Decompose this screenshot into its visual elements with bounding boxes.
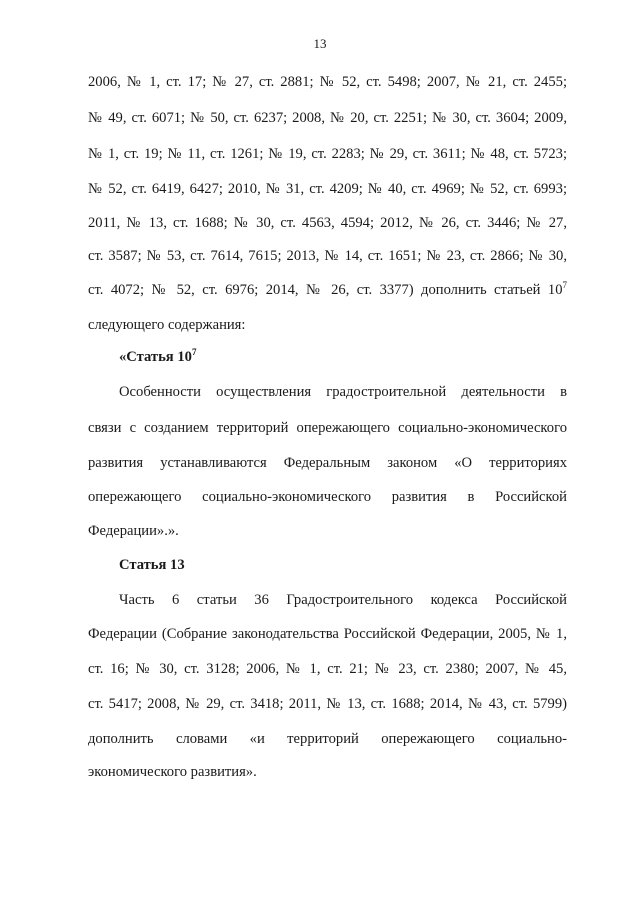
- page-number: 13: [313, 36, 327, 51]
- article-heading: [119, 347, 196, 367]
- article-heading-text: «Статья 10: [119, 349, 192, 365]
- text-line: [88, 280, 567, 300]
- text-line: развития устанавливаются Федеральным законом «О территориях: [88, 455, 567, 471]
- text-line: связи с созданием территорий опережающего социально-экономического: [88, 420, 567, 436]
- text-line: № 49, ст. 6071; № 50, ст. 6237; 2008, № 20, ст. 2251; № 30, ст. 3604; 2009,: [88, 110, 567, 126]
- text-line: ст. 5417; 2008, № 29, ст. 3418; 2011, № 13, ст. 1688; 2014, № 43, ст. 5799): [88, 696, 567, 712]
- text-line: № 1, ст. 19; № 11, ст. 1261; № 19, ст. 2283; № 29, ст. 3611; № 48, ст. 5723;: [88, 146, 567, 162]
- text-line: Особенности осуществления градостроительной деятельности в: [119, 384, 567, 400]
- text-line: Часть 6 статьи 36 Градостроительного кодекса Российской: [119, 592, 567, 608]
- text-line: следующего содержания:: [88, 317, 246, 333]
- text-line: 2006, № 1, ст. 17; № 27, ст. 2881; № 52, ст. 5498; 2007, № 21, ст. 2455;: [88, 74, 567, 90]
- text-line: опережающего социально-экономического развития в Российской: [88, 489, 567, 505]
- text-line: Федерации (Собрание законодательства Российской Федерации, 2005, № 1,: [88, 626, 567, 642]
- text-line-main: ст. 4072; № 52, ст. 6976; 2014, № 26, ст. 3377) дополнить статьей 10: [88, 282, 563, 298]
- text-line: Федерации».».: [88, 523, 179, 539]
- text-line: № 52, ст. 6419, 6427; 2010, № 31, ст. 4209; № 40, ст. 4969; № 52, ст. 6993;: [88, 181, 567, 197]
- text-line: дополнить словами «и территорий опережающего социально-: [88, 731, 567, 747]
- text-line: экономического развития».: [88, 764, 257, 780]
- text-line: 2011, № 13, ст. 1688; № 30, ст. 4563, 4594; 2012, № 26, ст. 3446; № 27,: [88, 215, 567, 231]
- superscript: 7: [562, 280, 567, 290]
- superscript: 7: [191, 347, 197, 357]
- text-line: ст. 16; № 30, ст. 3128; 2006, № 1, ст. 21; № 23, ст. 2380; 2007, № 45,: [88, 661, 567, 677]
- text-line: ст. 3587; № 53, ст. 7614, 7615; 2013, № 14, ст. 1651; № 23, ст. 2866; № 30,: [88, 248, 567, 264]
- article-heading: Статья 13: [119, 557, 185, 573]
